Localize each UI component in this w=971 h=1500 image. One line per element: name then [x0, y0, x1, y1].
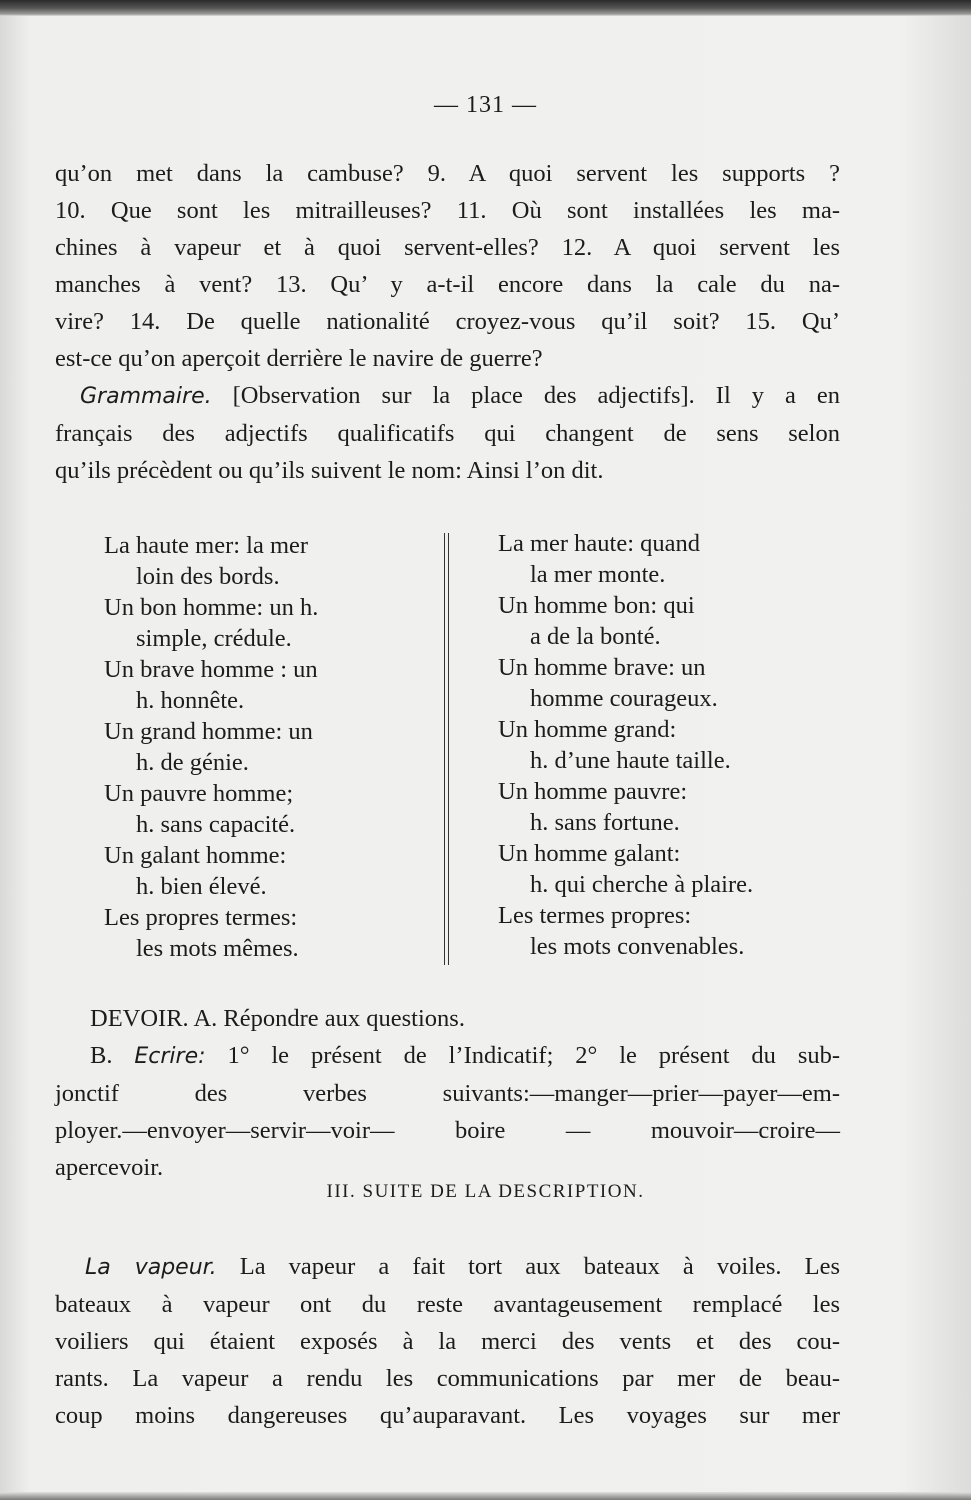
right-entry-definition: les mots convenables.: [530, 933, 745, 960]
text-line: jonctif des verbes suivants:—manger—prier—payer—em-: [55, 1080, 840, 1107]
column-divider: [444, 533, 449, 965]
text-line: apercevoir.: [55, 1154, 164, 1181]
section-heading: III. SUITE DE LA DESCRIPTION.: [326, 1181, 645, 1202]
right-entry-head: Un homme galant:: [498, 840, 681, 867]
ecrire-label: Ecrire:: [134, 1044, 206, 1069]
left-entry-head: Un grand homme: un: [104, 718, 313, 745]
left-adjective-column: [104, 530, 318, 964]
vapeur-label: La vapeur.: [85, 1255, 217, 1280]
right-entry-head: Un homme bon: qui: [498, 592, 695, 619]
text-line: vire? 14. De quelle nationalité croyez-vous qu’il soit? 15. Qu’: [55, 308, 840, 335]
text-line: voiliers qui étaient exposés à la merci des vents et des cou-: [55, 1328, 840, 1355]
vapeur-paragraph: [55, 1248, 840, 1434]
grammaire-paragraph: [55, 377, 840, 489]
vapeur-line1: La vapeur a fait tort aux bateaux à voiles. Les: [239, 1253, 840, 1280]
devoir-line: DEVOIR. A. Répondre aux questions.: [90, 1005, 465, 1032]
text-line: [55, 377, 840, 415]
left-entry-definition: h. honnête.: [136, 687, 245, 714]
left-entry-definition: h. sans capacité.: [136, 811, 296, 838]
grammaire-line1: [Observation sur la place des adjectifs]. Il y a en: [232, 382, 841, 409]
scan-top-edge: [0, 0, 971, 16]
left-entry-head: Les propres termes:: [104, 904, 298, 931]
questions-paragraph: [55, 155, 840, 377]
left-entry-head: La haute mer: la mer: [104, 532, 309, 559]
text-line: qu’ils précèdent ou qu’ils suivent le nom: Ainsi l’on dit.: [55, 457, 604, 484]
right-entry-head: La mer haute: quand: [498, 530, 701, 557]
text-line: [55, 1248, 840, 1286]
right-entry-head: Un homme grand:: [498, 716, 677, 743]
text-line: est-ce qu’on aperçoit derrière le navire de guerre?: [55, 345, 543, 372]
devoir-paragraph: [55, 1000, 840, 1186]
left-entry-definition: loin des bords.: [136, 563, 280, 590]
text-line: bateaux à vapeur ont du reste avantageusement remplacé les: [55, 1291, 840, 1318]
left-entry-definition: les mots mêmes.: [136, 935, 299, 962]
right-entry-definition: h. sans fortune.: [530, 809, 680, 836]
right-entry-definition: homme courageux.: [530, 685, 718, 712]
text-line: [55, 1037, 840, 1075]
right-entry-head: Un homme pauvre:: [498, 778, 688, 805]
left-entry-head: Un brave homme : un: [104, 656, 318, 683]
text-line: ployer.—envoyer—servir—voir— boire — mouvoir—croire—: [55, 1117, 840, 1144]
right-entry-head: Les termes propres:: [498, 902, 692, 929]
text-line: qu’on met dans la cambuse? 9. A quoi servent les supports ?: [55, 160, 840, 187]
left-entry-head: Un galant homme:: [104, 842, 287, 869]
right-entry-definition: h. d’une haute taille.: [530, 747, 731, 774]
right-entry-definition: h. qui cherche à plaire.: [530, 871, 754, 898]
scan-bottom-edge: [0, 1492, 971, 1500]
text-line: coup moins dangereuses qu’auparavant. Les voyages sur mer: [55, 1402, 840, 1429]
devoir-b-prefix: B.: [90, 1042, 113, 1069]
right-adjective-column: [498, 528, 753, 962]
right-entry-definition: la mer monte.: [530, 561, 666, 588]
text-line: rants. La vapeur a rendu les communications par mer de beau-: [55, 1365, 840, 1392]
text-line: français des adjectifs qualificatifs qui changent de sens selon: [55, 420, 840, 447]
grammaire-label: Grammaire.: [80, 384, 212, 409]
text-line: 10. Que sont les mitrailleuses? 11. Où sont installées les ma-: [55, 197, 840, 224]
right-entry-definition: a de la bonté.: [530, 623, 661, 650]
left-entry-head: Un pauvre homme;: [104, 780, 294, 807]
text-line: manches à vent? 13. Qu’ y a-t-il encore dans la cale du na-: [55, 271, 840, 298]
left-entry-definition: h. de génie.: [136, 749, 249, 776]
right-entry-head: Un homme brave: un: [498, 654, 706, 681]
page-number: — 131 —: [434, 92, 537, 118]
left-entry-head: Un bon homme: un h.: [104, 594, 319, 621]
left-entry-definition: simple, crédule.: [136, 625, 292, 652]
devoir-line2: 1° le présent de l’Indicatif; 2° le présent du sub-: [227, 1042, 841, 1069]
left-entry-definition: h. bien élevé.: [136, 873, 267, 900]
text-line: chines à vapeur et à quoi servent-elles? 12. A quoi servent les: [55, 234, 840, 261]
